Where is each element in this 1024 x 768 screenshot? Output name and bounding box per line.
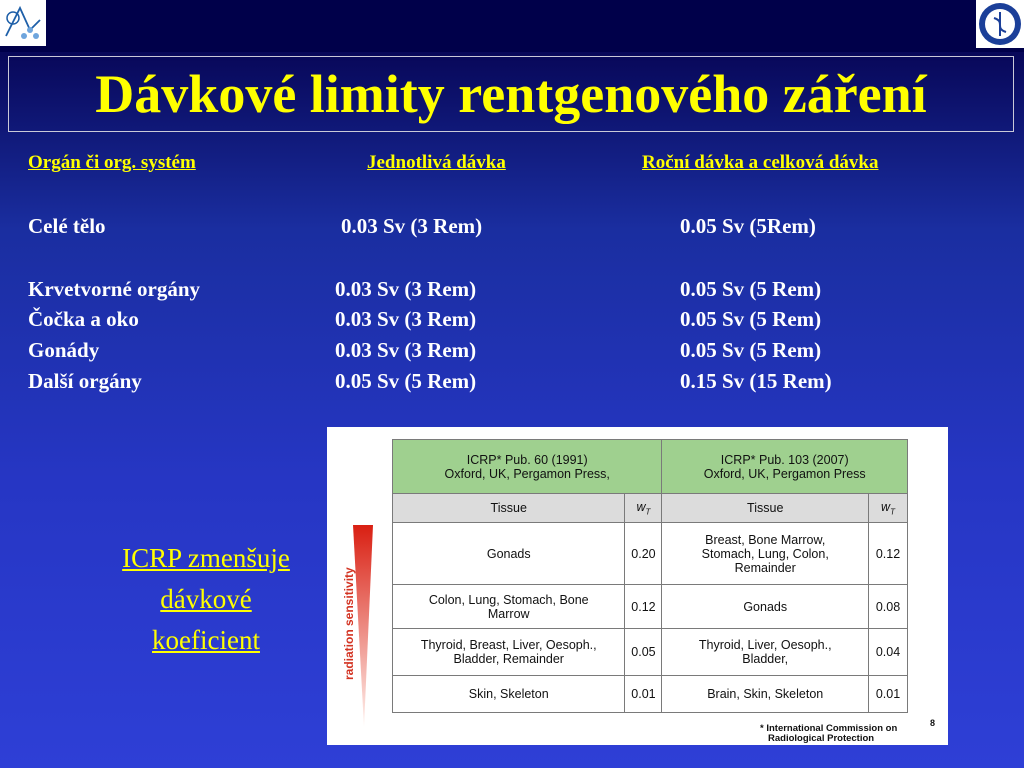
tissue-2007: Thyroid, Liver, Oesoph., Bladder, (662, 629, 869, 676)
tissue-1991: Skin, Skeleton (393, 676, 625, 713)
row-organ: Čočka a oko (28, 307, 139, 331)
note-line: dávkové (160, 584, 252, 614)
row-annual-dose: 0.05 Sv (5 Rem) (680, 277, 822, 301)
row-annual-dose: 0.05 Sv (5Rem) (680, 214, 816, 238)
table-column-row (393, 494, 908, 523)
tissue-1991: Colon, Lung, Stomach, Bone Marrow (393, 585, 625, 629)
header-annual-dose: Roční dávka a celková dávka (642, 152, 879, 173)
icrp-note-link[interactable] (92, 538, 320, 661)
row-annual-dose: 0.05 Sv (5 Rem) (680, 338, 822, 362)
row-organ: Celé tělo (28, 214, 106, 238)
title-frame (8, 56, 1014, 132)
note-line: koeficient (152, 625, 260, 655)
pub103-header: ICRP* Pub. 103 (2007) Oxford, UK, Pergamon Press (662, 440, 908, 494)
wt-2007: 0.04 (869, 629, 908, 676)
wt-2007: 0.12 (869, 523, 908, 585)
table-row (393, 676, 908, 713)
table-header-row (393, 440, 908, 494)
wt-1991: 0.20 (625, 523, 662, 585)
col-tissue-1991: Tissue (393, 494, 625, 523)
header-organ: Orgán či org. systém (28, 152, 196, 173)
row-single-dose: 0.03 Sv (3 Rem) (335, 277, 477, 301)
figure-page-number: 8 (930, 718, 936, 728)
header-single-dose: Jednotlivá dávka (367, 152, 506, 173)
row-organ: Krvetvorné orgány (28, 277, 201, 301)
col-wt-2007: $w_T$ (869, 494, 908, 523)
table-row (393, 629, 908, 676)
wt-2007: 0.08 (869, 585, 908, 629)
tissue-1991: Thyroid, Breast, Liver, Oesoph., Bladder, Remainder (393, 629, 625, 676)
wt-1991: 0.12 (625, 585, 662, 629)
table-row (393, 523, 908, 585)
row-single-dose: 0.03 Sv (3 Rem) (341, 214, 483, 238)
sensitivity-wedge-icon (353, 525, 373, 727)
table-row (393, 585, 908, 629)
top-bar (0, 0, 1024, 52)
tissue-2007: Brain, Skin, Skeleton (662, 676, 869, 713)
footnote-mark: * (760, 723, 764, 734)
row-annual-dose: 0.15 Sv (15 Rem) (680, 369, 832, 393)
row-annual-dose: 0.05 Sv (5 Rem) (680, 307, 822, 331)
wt-1991: 0.01 (625, 676, 662, 713)
pub60-header: ICRP* Pub. 60 (1991) Oxford, UK, Pergamon Press, (393, 440, 662, 494)
col-tissue-2007: Tissue (662, 494, 869, 523)
radiation-sensitivity-label: radiation sensitivity (342, 567, 356, 680)
icrp-footnote (760, 724, 897, 744)
note-line: ICRP zmenšuje (122, 543, 290, 573)
wt-2007: 0.01 (869, 676, 908, 713)
col-wt-1991: $w_T$ (625, 494, 662, 523)
row-single-dose: 0.03 Sv (3 Rem) (335, 307, 477, 331)
row-organ: Gonády (28, 338, 100, 362)
university-logo-icon (0, 0, 46, 46)
row-single-dose: 0.05 Sv (5 Rem) (335, 369, 477, 393)
footnote-line: International Commission on (766, 723, 898, 734)
tissue-2007: Breast, Bone Marrow, Stomach, Lung, Colon, Remainder (662, 523, 869, 585)
faculty-seal-icon (976, 0, 1024, 48)
row-organ: Další orgány (28, 369, 142, 393)
footnote-line: Radiological Protection (768, 733, 875, 744)
icrp-table (392, 439, 908, 713)
row-single-dose: 0.03 Sv (3 Rem) (335, 338, 477, 362)
tissue-2007: Gonads (662, 585, 869, 629)
wt-1991: 0.05 (625, 629, 662, 676)
tissue-1991: Gonads (393, 523, 625, 585)
slide-title: Dávkové limity rentgenového záření (95, 64, 927, 124)
